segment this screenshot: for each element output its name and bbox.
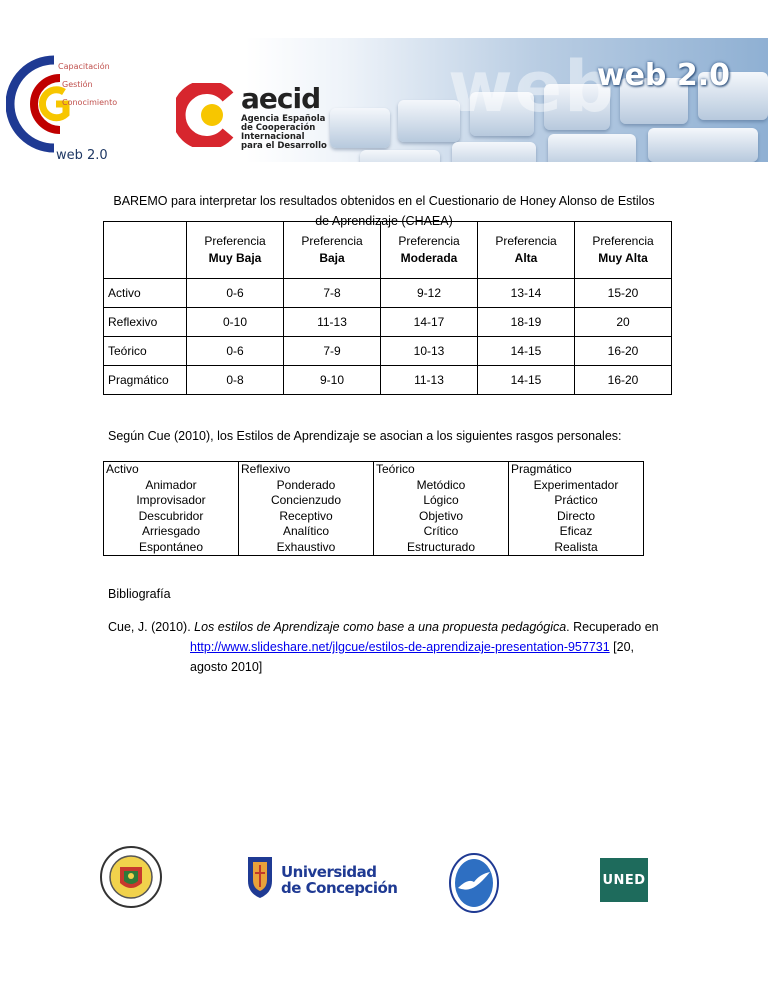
header-top: Preferencia [204,234,266,248]
ref-after-title: . Recuperado en [566,620,659,634]
header-bottom: Baja [319,251,345,265]
udec-line1: Universidad [281,863,377,881]
cgc-web-label: web 2.0 [56,148,108,163]
ref-date-part2: agosto 2010] [190,660,263,674]
rasgo-item: Ponderado [276,477,336,492]
rasgo-item: Eficaz [559,524,593,538]
rasgo-item: Arriesgado [141,524,201,538]
table-row [104,366,672,395]
keyboard-key [360,150,440,162]
table-cell: 14-15 [478,337,575,366]
baremo-header-cell [478,222,575,279]
header-bottom: Muy Alta [598,251,648,265]
aecid-line: para el Desarrollo [241,141,327,151]
baremo-header-cell [381,222,478,279]
table-row [104,462,644,556]
table-row [104,279,672,308]
rasgo-item: Realista [554,539,598,554]
header-bottom: Moderada [400,251,458,265]
udec-shield-icon [245,853,275,899]
table-cell: 9-10 [284,366,381,395]
header-top: Preferencia [301,234,363,248]
rasgos-column [239,462,374,556]
baremo-header-cell [284,222,381,279]
rasgo-item: Analítico [282,524,330,538]
rasgos-column [509,462,644,556]
header-bottom: Muy Baja [208,251,262,265]
table-cell: 7-9 [284,337,381,366]
table-cell: 16-20 [575,337,672,366]
aecid-name: aecid [241,82,321,115]
table-cell: 15-20 [575,279,672,308]
table-cell: 14-15 [478,366,575,395]
table-cell: 20 [575,308,672,337]
row-label: Activo [104,279,187,308]
table-row [104,337,672,366]
rasgo-item: Directo [556,508,595,523]
aecid-line: Internacional [241,132,305,142]
keyboard-key [548,134,636,162]
table-cell: 18-19 [478,308,575,337]
header-top: Preferencia [592,234,654,248]
ref-date-part1: [20, [609,640,635,654]
rasgo-item: Exhaustivo [276,539,336,554]
rasgo-item: Lógico [423,493,459,507]
ref-url-link[interactable]: http://www.slideshare.net/jlgcue/estilos-de-aprendizaje-presentation-957731 [190,640,610,654]
rasgo-item: Espontáneo [138,539,204,554]
table-cell: 0-6 [187,279,284,308]
rasgo-item: Animador [145,477,197,492]
table-cell: 14-17 [381,308,478,337]
baremo-header-row [104,222,672,279]
ref-title: Los estilos de Aprendizaje como base a una propuesta pedagógica [194,620,567,634]
table-cell: 16-20 [575,366,672,395]
estilo-label: Activo [106,462,139,476]
table-cell: 0-8 [187,366,284,395]
table-row [104,308,672,337]
estilo-label: Pragmático [511,462,572,476]
cue-text: Según Cue (2010), los Estilos de Aprendizaje se asocian a los siguientes rasgos personales: [108,429,622,443]
baremo-corner-cell [104,222,187,279]
escuela-politecnica-seal-logo [96,845,166,909]
estilo-label: Reflexivo [241,462,291,476]
estilo-label: Teórico [376,462,415,476]
uned-logo: UNED [600,858,648,902]
table-cell: 9-12 [381,279,478,308]
rasgo-item: Improvisador [136,493,206,507]
keyboard-key [330,108,390,148]
ref-continuation [108,637,668,657]
table-cell: 10-13 [381,337,478,366]
aecid-line: Agencia Española [241,114,326,124]
baremo-header-cell [187,222,284,279]
rasgo-item: Receptivo [279,508,333,523]
rasgo-item: Estructurado [406,539,476,554]
aecid-line: de Cooperación [241,123,316,133]
intro-text: BAREMO para interpretar los resultados obtenidos en el Cuestionario de Honey Alonso de Estilos de Aprendizaje (CHAEA) [113,194,655,228]
cgc-line3: Conocimiento [62,98,118,107]
table-cell: 11-13 [284,308,381,337]
header-top: Preferencia [495,234,557,248]
ref-author: Cue, J. (2010). [108,620,195,634]
rasgos-table [103,461,644,556]
table-cell: 11-13 [381,366,478,395]
bibliography-entry [108,617,668,677]
aecid-logo-mark [176,83,236,147]
rasgo-item: Práctico [554,493,598,507]
cgc-line1: Capacitación [58,62,110,71]
header-bottom: Alta [514,251,538,265]
rasgo-item: Concienzudo [270,493,342,507]
keyboard-key [648,128,758,162]
rasgo-item: Objetivo [418,508,464,523]
bird-seal-logo [448,852,500,914]
baremo-header-cell [575,222,672,279]
cgc-line2: Gestión [62,80,93,89]
udec-name [281,864,397,896]
rasgo-item: Crítico [423,524,459,538]
table-cell: 13-14 [478,279,575,308]
rasgos-column [374,462,509,556]
row-label: Teórico [104,337,187,366]
rasgo-item: Metódico [416,477,466,492]
rasgo-item: Descubridor [138,508,204,523]
keyboard-key [452,142,536,162]
udec-line2: de Concepción [281,879,398,897]
table-cell: 0-10 [187,308,284,337]
row-label: Pragmático [104,366,187,395]
cgc-logo [6,50,118,163]
table-cell: 7-8 [284,279,381,308]
banner-title: web 2.0 [596,58,730,93]
header-top: Preferencia [398,234,460,248]
rasgo-item: Experimentador [533,477,619,492]
bibliografia-title: Bibliografía [108,587,171,601]
rasgos-column [104,462,239,556]
row-label: Reflexivo [104,308,187,337]
table-cell: 0-6 [187,337,284,366]
baremo-table [103,221,672,395]
banner-ghost-text: web [448,46,617,128]
